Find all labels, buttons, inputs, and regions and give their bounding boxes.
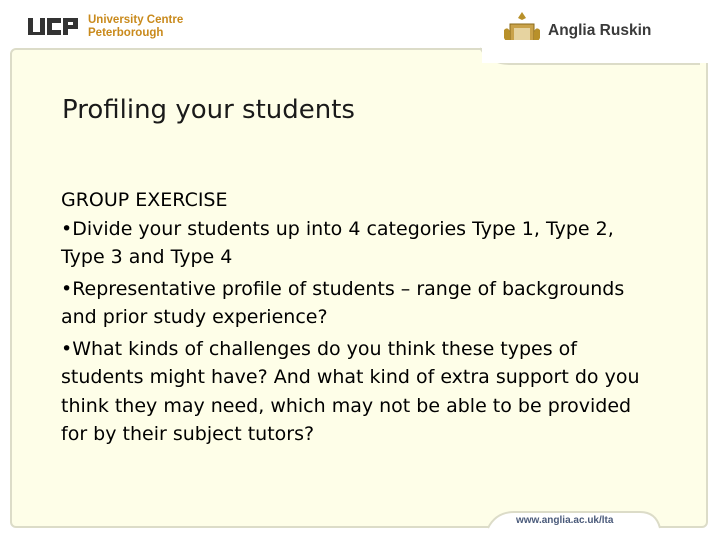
footer-url: www.anglia.ac.uk/lta: [516, 515, 614, 526]
slide-body: [61, 186, 661, 452]
ucp-line2: Peterborough: [88, 27, 164, 39]
bullet-2: •Representative profile of students – range of backgrounds and prior study experience?: [61, 277, 625, 328]
aru-line1: Anglia Ruskin: [548, 22, 652, 39]
exercise-heading: GROUP EXERCISE: [61, 189, 228, 211]
ucp-line1: University Centre: [88, 14, 184, 26]
bullet-3: •What kinds of challenges do you think these types of students might have? And what kind of extra support do you think they may need, which may not be able to be provided for by their subject tutors?: [61, 337, 640, 445]
bullet-1: •Divide your students up into 4 categories Type 1, Type 2, Type 3 and Type 4: [61, 217, 614, 268]
slide-title: Profiling your students: [62, 95, 355, 125]
